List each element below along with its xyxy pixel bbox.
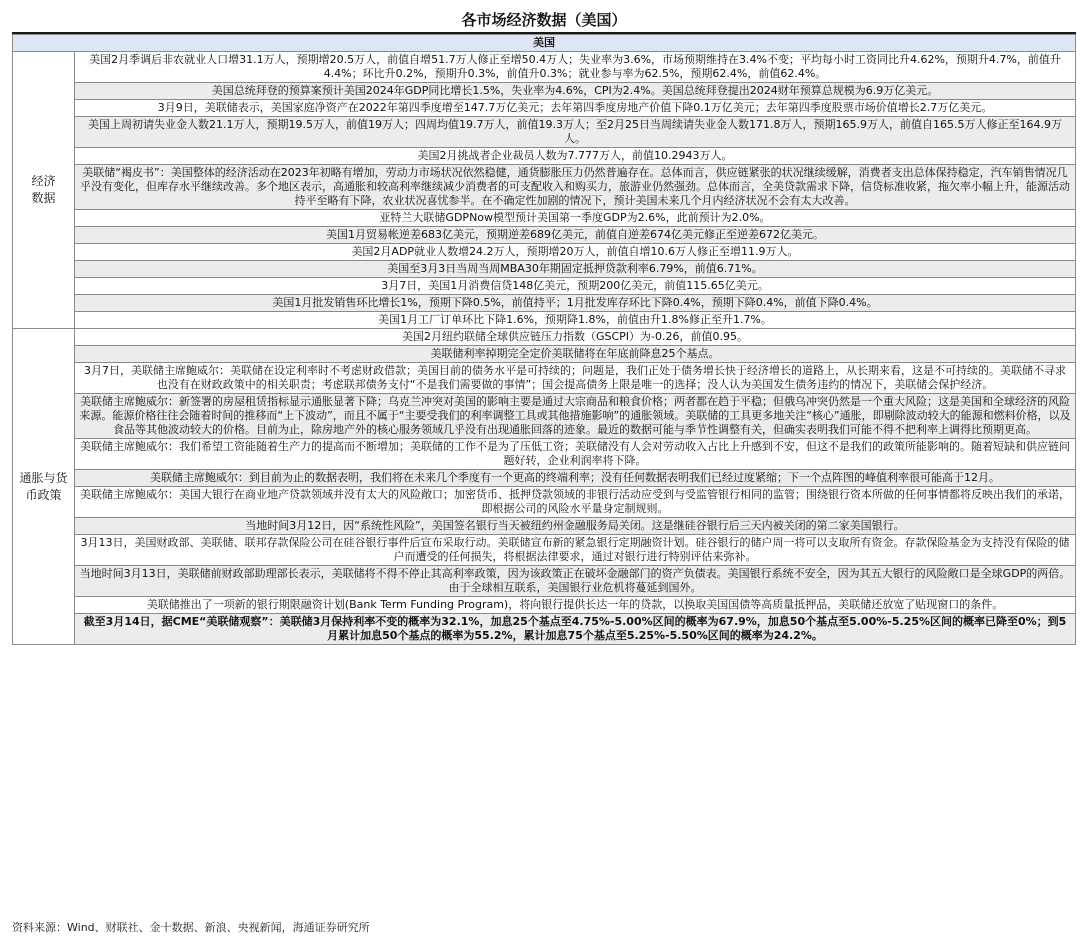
table-row [13, 165, 1076, 210]
table-row [13, 148, 1076, 165]
item-cell: 美国至3月3日当周当周MBA30年期固定抵押贷款利率6.79%，前值6.71%。 [75, 261, 1076, 278]
item-cell: 当地时间3月13日，美联储前财政部助理部长表示，美联储将不得不停止其高利率政策，因为该政策正在破坏金融部门的资产负债表。美国银行系统不安全，因为其五大银行的风险敞口是全球GDP的两倍。由于全球相互联系，美国银行业危机将蔓延到国外。 [75, 566, 1076, 597]
source-note: 资料来源：Wind、财联社、金十数据、新浪、央视新闻，海通证券研究所 [12, 921, 370, 934]
table-row [13, 363, 1076, 394]
item-cell: 美国总统拜登的预算案预计美国2024年GDP同比增长1.5%，失业率为4.6%，CPI为2.4%。美国总统拜登提出2024财年预算总规模为6.9万亿美元。 [75, 83, 1076, 100]
table-row [13, 566, 1076, 597]
table-row [13, 278, 1076, 295]
item-cell: 美国1月贸易帐逆差683亿美元，预期逆差689亿美元，前值自逆差674亿美元修正至逆差672亿美元。 [75, 227, 1076, 244]
table-row [13, 117, 1076, 148]
category-cell-economic-data: 经济 数据 [13, 52, 75, 329]
table-row [13, 329, 1076, 346]
page-title: 各市场经济数据（美国） [12, 6, 1076, 34]
item-cell: 美国2月纽约联储全球供应链压力指数（GSCPI）为-0.26，前值0.95。 [75, 329, 1076, 346]
item-cell: 美联储主席鲍威尔：新签署的房屋租赁指标显示通胀显著下降；乌克兰冲突对美国的影响主要是通过大宗商品和粮食价格；两者都在趋于平稳；但俄乌冲突仍然是一个重大风险；这是美国和全球经济的风险来源。能源价格往往会随着时间的推移而“上下波动”，而且不属于“主要受我们的利率调整工具或其他措施影响”的通胀领域。美联储的工具更多地关注“核心”通胀，即剔除波动较大的能源和燃料价格，以及食品等其他波动较大的价格。目前为止，除房地产外的核心服务领域几乎没有出现通胀回落的迹象。最近的数据可能与季节性调整有关，但确实表明我们可能不得不把利率上调得比预期更高。 [75, 394, 1076, 439]
item-cell: 美联储主席鲍威尔：到目前为止的数据表明，我们将在未来几个季度有一个更高的终端利率；没有任何数据表明我们已经过度紧缩；下一个点阵图的峰值利率很可能高于12月。 [75, 470, 1076, 487]
item-cell: 美国1月工厂订单环比下降1.6%，预期降1.8%，前值由升1.8%修正至升1.7%。 [75, 312, 1076, 329]
table-row [13, 52, 1076, 83]
item-cell: 截至3月14日，据CME“美联储观察”：美联储3月保持利率不变的概率为32.1%，加息25个基点至4.75%-5.00%区间的概率为67.9%，加息50个基点至5.00%-5.25%区间的概率已降至0%；到5月累计加息50个基点的概率为55.2%，累计加息75个基点至5.25%-5.50%区间的概率为24.2%。 [75, 614, 1076, 645]
table-row [13, 295, 1076, 312]
table-row [13, 346, 1076, 363]
table-row [13, 470, 1076, 487]
table-row [13, 83, 1076, 100]
table-row [13, 597, 1076, 614]
item-cell: 美联储推出了一项新的银行期限融资计划(Bank Term Funding Program)，将向银行提供长达一年的贷款，以换取美国国债等高质量抵押品，美联储还放宽了贴现窗口的条件。 [75, 597, 1076, 614]
item-cell: 3月7日，美联储主席鲍威尔：美联储在设定利率时不考虑财政借款；美国目前的债务水平是可持续的；问题是，我们正处于债务增长快于经济增长的道路上，从长期来看，这是不可持续的。美联储不寻求也没有在财政政策中的相关职责；考虑联邦债务支付“不是我们需要做的事情”；国会提高债务上限是唯一的选择；没人认为美国发生债务违约的情况下，美联储会保护经济。 [75, 363, 1076, 394]
table-row [13, 518, 1076, 535]
item-cell: 美国2月ADP就业人数增24.2万人，预期增20万人，前值自增10.6万人修正至增11.9万人。 [75, 244, 1076, 261]
table-row [13, 100, 1076, 117]
table-row [13, 261, 1076, 278]
item-cell: 美国2月季调后非农就业人口增31.1万人，预期增20.5万人，前值自增51.7万人修正至增50.4万人；失业率为3.6%，市场预期维持在3.4%不变；平均每小时工资同比升4.62%，预期升4.7%，前值升4.4%；环比升0.2%，预期升0.3%，前值升0.3%；就业参与率为62.5%，预期62.4%，前值62.4%。 [75, 52, 1076, 83]
item-cell: 美联储“褐皮书”：美国整体的经济活动在2023年初略有增加，劳动力市场状况依然稳健，通货膨胀压力仍然普遍存在。总体而言，供应链紧张的状况继续缓解，消费者支出总体保持稳定，汽车销售情况几乎没有变化，但库存水平继续改善。多个地区表示，高通胀和较高利率继续减少消费者的可支配收入和购买力，旅游业仍然强劲。总体而言，全美贷款需求下降，信贷标准收紧，拖欠率小幅上升，能源活动持平至略有下降，农业状况喜忧参半。在不确定性加剧的情况下，预计美国未来几个月内经济状况不会有太大改善。 [75, 165, 1076, 210]
item-cell: 3月9日，美联储表示，美国家庭净资产在2022年第四季度增至147.7万亿美元；去年第四季度房地产价值下降0.1万亿美元；去年第四季度股票市场价值增长2.7万亿美元。 [75, 100, 1076, 117]
data-table [12, 34, 1076, 645]
item-cell: 美国2月挑战者企业裁员人数为7.777万人，前值10.2943万人。 [75, 148, 1076, 165]
item-cell: 美联储利率掉期完全定价美联储将在年底前降息25个基点。 [75, 346, 1076, 363]
item-cell: 3月13日，美国财政部、美联储、联邦存款保险公司在硅谷银行事件后宣布采取行动。美联储宣布新的紧急银行定期融资计划。硅谷银行的储户周一将可以支取所有资金。存款保险基金为支持没有保险的储户而遭受的任何损失，将根据法律要求，通过对银行进行特别评估来弥补。 [75, 535, 1076, 566]
table-row [13, 394, 1076, 439]
table-row [13, 227, 1076, 244]
item-cell: 美联储主席鲍威尔：我们希望工资能随着生产力的提高而不断增加；美联储的工作不是为了压低工资；美联储没有人会对劳动收入占比上升感到不安，但这不是我们的政策所能影响的。随着短缺和供应链问题好转，企业利润率将下降。 [75, 439, 1076, 470]
table-row [13, 244, 1076, 261]
report-container [12, 6, 1076, 645]
table-row [13, 210, 1076, 227]
table-row [13, 614, 1076, 645]
item-cell: 美联储主席鲍威尔：美国大银行在商业地产贷款领域并没有太大的风险敞口；加密货币、抵押贷款领域的非银行活动应受到与受监管银行相同的监管；围绕银行资本所做的任何事情都将反映出我们的承诺，即根据公司的风险水平量身定制规则。 [75, 487, 1076, 518]
table-row [13, 439, 1076, 470]
table-row [13, 312, 1076, 329]
category-cell-inflation-monetary-policy: 通胀与货 币政策 [13, 329, 75, 645]
item-cell: 亚特兰大联储GDPNow模型预计美国第一季度GDP为2.6%，此前预计为2.0%。 [75, 210, 1076, 227]
item-cell: 3月7日，美国1月消费信贷148亿美元，预期200亿美元，前值115.65亿美元。 [75, 278, 1076, 295]
item-cell: 美国1月批发销售环比增长1%，预期下降0.5%，前值持平；1月批发库存环比下降0.4%，预期下降0.4%，前值下降0.4%。 [75, 295, 1076, 312]
table-row [13, 487, 1076, 518]
item-cell: 美国上周初请失业金人数21.1万人，预期19.5万人，前值19万人；四周均值19.7万人，前值19.3万人；至2月25日当周续请失业金人数171.8万人，预期165.9万人，前值自165.5万人修正至164.9万人。 [75, 117, 1076, 148]
table-header-us: 美国 [13, 35, 1076, 52]
item-cell: 当地时间3月12日，因“系统性风险”，美国签名银行当天被纽约州金融服务局关闭。这是继硅谷银行后三天内被关闭的第二家美国银行。 [75, 518, 1076, 535]
table-row [13, 535, 1076, 566]
